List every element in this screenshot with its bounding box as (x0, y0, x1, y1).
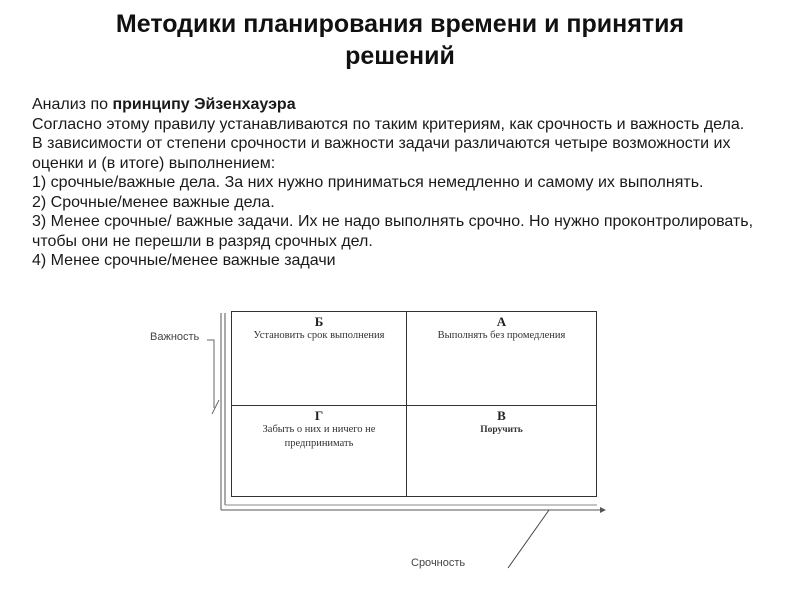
cell-text: Забыть о них и ничего не предпринимать (262, 424, 376, 449)
page-title: Методики планирования времени и принятия решений (115, 10, 685, 70)
axis-label-importance: Важность (150, 331, 200, 343)
paragraph-1: Согласно этому правилу устанавливаются по таким критериям, как срочность и важность дела. (32, 115, 745, 133)
cell-letter: Б (314, 314, 324, 329)
cell-text: Поручить (480, 425, 523, 435)
x-axis-arrow-icon (600, 507, 606, 513)
list-item-1: 1) срочные/важные дела. За них нужно приниматься немедленно и самому их выполнять. (32, 174, 704, 191)
y-leader-line (207, 340, 214, 408)
eisenhower-matrix (231, 311, 597, 497)
matrix-cell-a (407, 312, 596, 406)
y-leader-diagonal (212, 400, 219, 414)
list-item-4: 4) Менее срочные/менее важные задачи (32, 252, 336, 269)
heading-bold: принципу Эйзенхауэра (112, 96, 296, 113)
matrix-cell-g (232, 406, 407, 496)
matrix-cell-v (407, 406, 596, 496)
axis-label-urgency: Срочность (411, 557, 466, 569)
heading-line (32, 95, 782, 115)
paragraph-2: В зависимости от степени срочности и важности задачи различаются четыре возможности их оценки и (в итоге) выполнением: (32, 135, 731, 172)
heading-prefix: Анализ по (32, 96, 113, 113)
cell-text: Выполнять без промедления (437, 330, 566, 341)
body-text (32, 95, 782, 271)
x-leader-line (508, 510, 549, 568)
list-item-2: 2) Срочные/менее важные дела. (32, 193, 275, 211)
cell-text: Установить срок выполнения (253, 330, 385, 341)
cell-letter: А (496, 314, 507, 329)
list-item-3: 3) Менее срочные/ важные задачи. Их не надо выполнять срочно. Но нужно проконтролировать, чтобы они не перешли в разряд срочных дел. (32, 213, 754, 250)
cell-letter: Г (314, 408, 324, 423)
cell-letter: В (497, 408, 506, 423)
matrix-cell-b (232, 312, 407, 406)
